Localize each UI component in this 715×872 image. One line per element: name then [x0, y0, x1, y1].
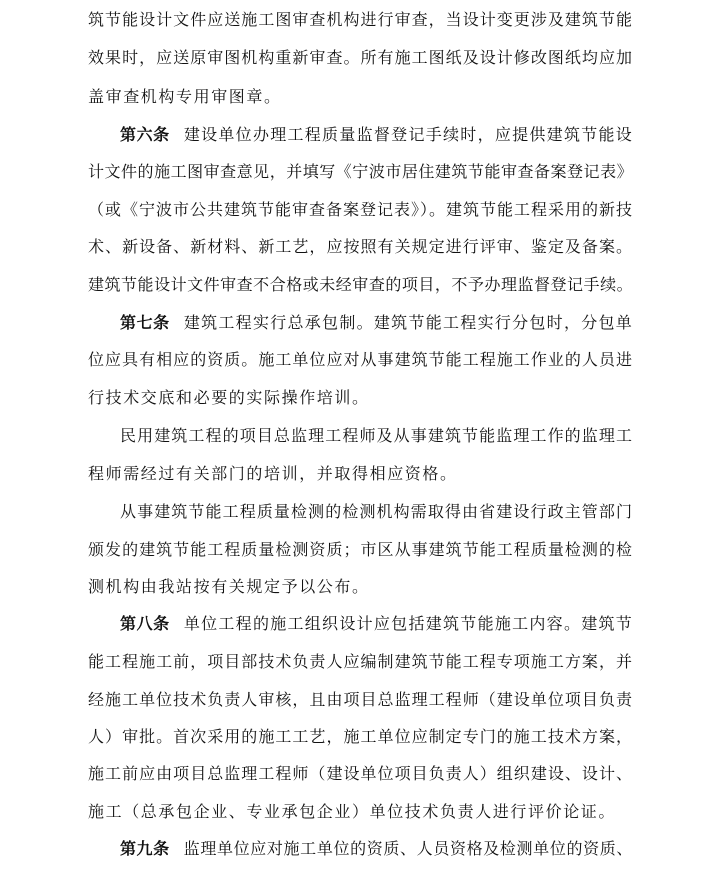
- line-text: 程师需经过有关部门的培训，并取得相应资格。: [88, 464, 458, 483]
- paragraph-line: [88, 532, 633, 568]
- line-text: 建筑节能设计文件审查不合格或未经审查的项目，不予办理监督登记手续。: [88, 275, 633, 294]
- paragraph-line: [88, 682, 633, 718]
- line-text: 监理单位应对施工单位的资质、人员资格及检测单位的资质、: [183, 839, 633, 858]
- line-text: 建筑工程实行总承包制。建筑节能工程实行分包时，分包单: [183, 313, 633, 332]
- article-number: 第七条: [120, 313, 170, 332]
- line-text: 计文件的施工图审查意见，并填写《宁波市居住建筑节能审查备案登记表》: [88, 162, 633, 181]
- line-text: 民用建筑工程的项目总监理工程师及从事建筑节能监理工作的监理工: [120, 426, 633, 445]
- paragraph-line: [88, 154, 633, 190]
- line-text: 经施工单位技术负责人审核，且由项目总监理工程师（建设单位项目负责: [88, 690, 633, 709]
- paragraph-line: [88, 267, 633, 303]
- article-heading-line: [120, 305, 633, 341]
- line-text: 单位工程的施工组织设计应包括建筑节能施工内容。建筑节: [183, 614, 633, 633]
- paragraph-line: [88, 2, 633, 38]
- line-text: 颁发的建筑节能工程质量检测资质；市区从事建筑节能工程质量检测的检: [88, 540, 633, 559]
- line-text: 测机构由我站按有关规定予以公布。: [88, 577, 370, 596]
- line-text: 施工前应由项目总监理工程师（建设单位项目负责人）组织建设、设计、: [88, 764, 633, 783]
- line-text: 建设单位办理工程质量监督登记手续时，应提供建筑节能设: [183, 125, 633, 144]
- line-text: （或《宁波市公共建筑节能审查备案登记表》）。建筑节能工程采用的新技: [88, 200, 634, 219]
- article-heading-line: [120, 831, 633, 867]
- line-text: 行技术交底和必要的实际操作培训。: [88, 388, 370, 407]
- line-text: 筑节能设计文件应送施工图审查机构进行审查，当设计变更涉及建筑节能: [88, 10, 633, 29]
- paragraph-line: [88, 380, 633, 416]
- line-text: 人）审批。首次采用的施工工艺，施工单位应制定专门的施工技术方案，: [88, 727, 633, 746]
- line-text: 施工（总承包企业、专业承包企业）单位技术负责人进行评价论证。: [88, 802, 617, 821]
- paragraph-line: [88, 342, 633, 378]
- paragraph-line: [88, 719, 633, 755]
- paragraph-line: [120, 418, 633, 454]
- paragraph-line: [88, 794, 633, 830]
- paragraph-line: [88, 456, 633, 492]
- line-text: 效果时，应送原审图机构重新审查。所有施工图纸及设计修改图纸均应加: [88, 48, 633, 67]
- paragraph-line: [88, 644, 633, 680]
- paragraph-line: [88, 569, 633, 605]
- article-heading-line: [120, 117, 633, 153]
- paragraph-line: [88, 192, 633, 228]
- line-text: 术、新设备、新材料、新工艺，应按照有关规定进行评审、鉴定及备案。: [88, 237, 633, 256]
- paragraph-line: [88, 40, 633, 76]
- line-text: 位应具有相应的资质。施工单位应对从事建筑节能工程施工作业的人员进: [88, 350, 633, 369]
- line-text: 盖审查机构专用审图章。: [88, 87, 282, 106]
- line-text: 能工程施工前，项目部技术负责人应编制建筑节能工程专项施工方案，并: [88, 652, 633, 671]
- paragraph-line: [88, 229, 633, 265]
- paragraph-line: [88, 756, 633, 792]
- article-number: 第六条: [120, 125, 170, 144]
- article-number: 第九条: [120, 839, 170, 858]
- paragraph-line: [120, 494, 633, 530]
- paragraph-line: [88, 79, 633, 115]
- line-text: 从事建筑节能工程质量检测的检测机构需取得由省建设行政主管部门: [120, 502, 633, 521]
- article-heading-line: [120, 606, 633, 642]
- article-number: 第八条: [120, 614, 170, 633]
